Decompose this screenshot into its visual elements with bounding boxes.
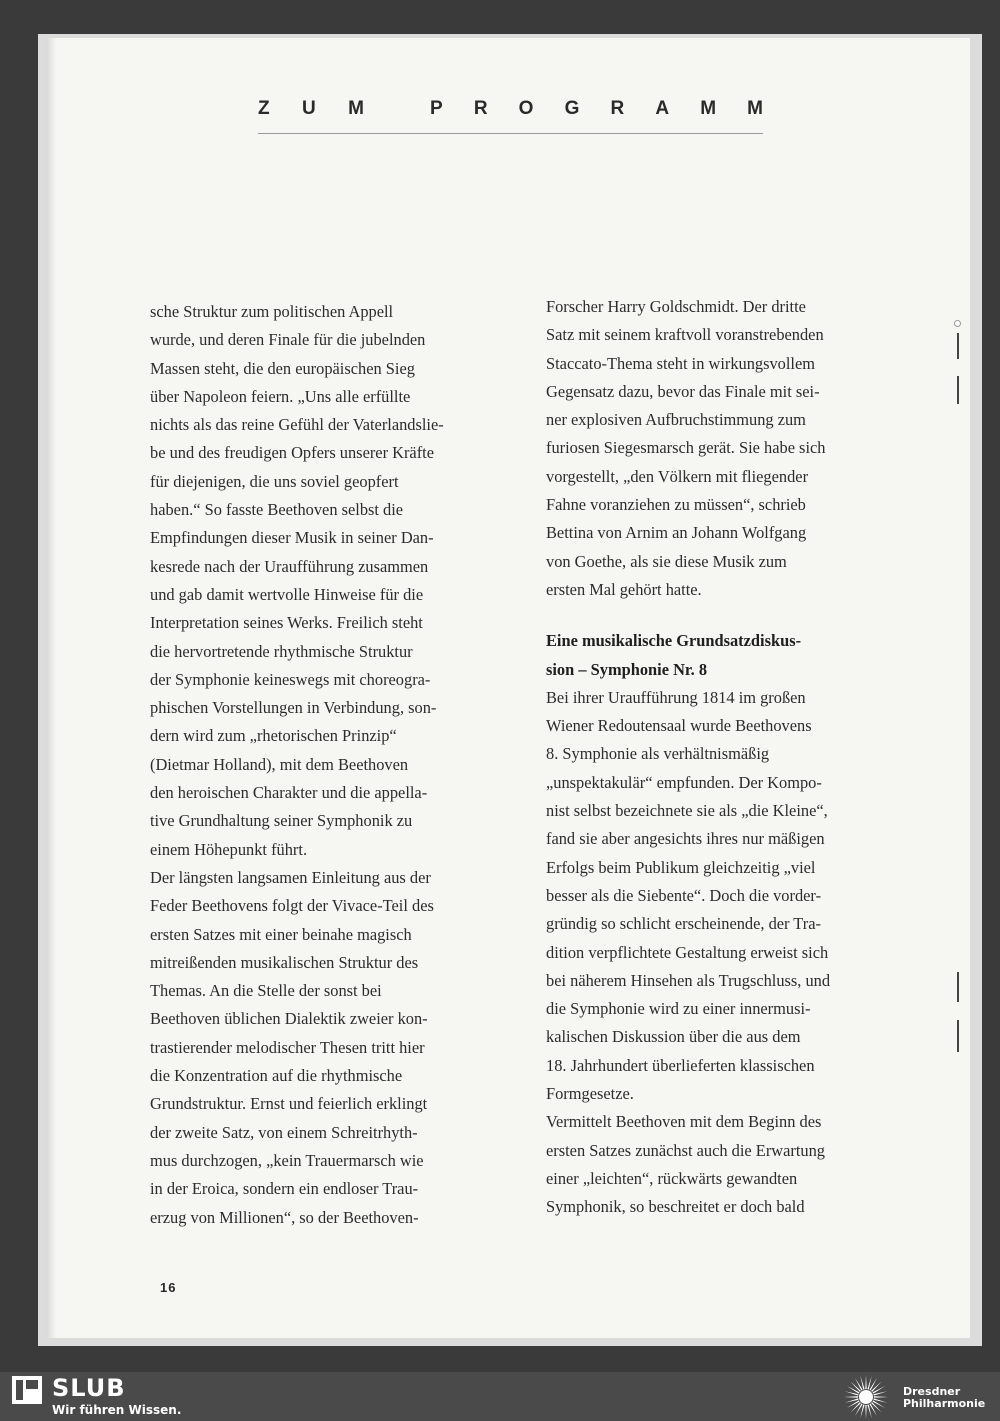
text-line: erzug von Millionen“, so der Beethoven- <box>150 1207 419 1227</box>
text-line: Grundstruktur. Ernst und feierlich erklingt <box>150 1094 428 1114</box>
header-letter: U <box>302 98 316 119</box>
header-letter: R <box>610 98 625 119</box>
text-line: Empfindungen dieser Musik in seiner Dan- <box>150 528 434 548</box>
footer-bar <box>0 1372 1000 1421</box>
text-line: ersten Satzes mit einer beinahe magisch <box>150 924 412 944</box>
page-gutter-shadow <box>46 38 56 1338</box>
header-letter: R <box>473 98 488 119</box>
text-line: Staccato-Thema steht in wirkungsvollem <box>546 353 816 373</box>
staple-mark <box>957 1020 959 1052</box>
text-line: Forscher Harry Goldschmidt. Der dritte <box>546 297 806 316</box>
library-tagline: Wir führen Wissen. <box>52 1403 182 1417</box>
header-letter: M <box>747 98 763 119</box>
text-line: der zweite Satz, von einem Schreitrhyth- <box>150 1122 418 1142</box>
text-line: Beethoven üblichen Dialektik zweier kon- <box>150 1009 428 1029</box>
text-line: der Symphonie keineswegs mit choreogra- <box>150 669 431 689</box>
library-name: SLUB <box>52 1374 126 1402</box>
text-line: trastierender melodischer Thesen tritt hier <box>150 1037 425 1057</box>
text-line: dern wird zum „rhetorischen Prinzip“ <box>150 726 397 746</box>
text-line: phischen Vorstellungen in Verbindung, son- <box>150 698 437 718</box>
text-line: vorgestellt, „den Völkern mit fliegender <box>546 466 809 486</box>
text-line: einer „leichten“, rückwärts gewandten <box>546 1168 798 1188</box>
text-line: Feder Beethovens folgt der Vivace-Teil des <box>150 896 434 916</box>
staple-mark <box>957 972 959 1002</box>
text-line: die Konzentration auf die rhythmische <box>150 1066 403 1086</box>
text-line: ersten Satzes zunächst auch die Erwartung <box>546 1140 825 1160</box>
text-line: gründig so schlicht erscheinende, der Tra- <box>546 914 821 934</box>
text-line: Erfolgs beim Publikum gleichzeitig „viel <box>546 857 816 877</box>
staple-hole <box>954 320 961 327</box>
text-line: sche Struktur zum politischen Appell <box>150 302 394 321</box>
text-line: nichts als das reine Gefühl der Vaterlandslie- <box>150 415 444 435</box>
sunburst-logo-icon <box>842 1374 890 1420</box>
text-line: 8. Symphonie als verhältnismäßig <box>546 744 770 764</box>
text-line: Gegensatz dazu, bevor das Finale mit sei- <box>546 381 820 401</box>
text-line: Themas. An die Stelle der sonst bei <box>150 981 382 1001</box>
text-line: Bettina von Arnim an Johann Wolfgang <box>546 523 807 543</box>
partner-name <box>903 1386 985 1410</box>
text-line: von Goethe, als sie diese Musik zum <box>546 551 787 571</box>
text-line: über Napoleon feiern. „Uns alle erfüllte <box>150 386 411 406</box>
text-line: Symphonik, so beschreitet er doch bald <box>546 1197 805 1217</box>
header-letter: P <box>430 98 443 119</box>
text-line: bei näherem Hinsehen als Trugschluss, und <box>546 970 831 990</box>
text-line: dition verpflichtete Gestaltung erweist sich <box>546 942 829 962</box>
text-line: furiosen Siegesmarsch gerät. Sie habe sich <box>546 438 826 458</box>
text-line: die Symphonie wird zu einer innermusi- <box>546 999 811 1019</box>
text-line: einem Höhepunkt führt. <box>150 839 308 859</box>
paragraph-gap <box>546 604 891 627</box>
left-column <box>150 298 495 1232</box>
text-line: tive Grundhaltung seiner Symphonik zu <box>150 811 413 831</box>
header-letter: M <box>700 98 717 119</box>
header-letter: O <box>518 98 534 119</box>
text-line: „unspektakulär“ empfunden. Der Kompo- <box>546 772 822 792</box>
text-line: Fahne voranziehen zu müssen“, schrieb <box>546 495 806 515</box>
text-line: besser als die Siebente“. Doch die vorder- <box>546 885 822 905</box>
slub-logo-icon <box>12 1376 42 1404</box>
text-line: für diejenigen, die uns soviel geopfert <box>150 471 399 491</box>
text-line: wurde, und deren Finale für die jubelnden <box>150 330 426 350</box>
header-letter: G <box>564 98 580 119</box>
header-letter: A <box>655 98 670 119</box>
text-line: in der Eroica, sondern ein endloser Trau- <box>150 1179 419 1199</box>
page-number: 16 <box>160 1280 177 1295</box>
text-line: Bei ihrer Uraufführung 1814 im großen <box>546 687 806 707</box>
text-line: den heroischen Charakter und die appella- <box>150 783 428 803</box>
text-line: Der längsten langsamen Einleitung aus der <box>150 867 431 887</box>
text-line: be und des freudigen Opfers unserer Kräfte <box>150 443 434 463</box>
header-letter: M <box>348 98 364 119</box>
text-line: Interpretation seines Werks. Freilich steht <box>150 613 423 633</box>
text-line: und gab damit wertvolle Hinweise für die <box>150 584 424 604</box>
right-column-top <box>546 293 891 604</box>
header-letter: Z <box>258 98 270 119</box>
header-word-programm <box>430 98 763 120</box>
subheading-line: sion – Symphonie Nr. 8 <box>546 659 708 679</box>
partner-name-line1: Dresdner <box>903 1385 961 1398</box>
section-subheading <box>546 627 891 684</box>
text-line: die hervortretende rhythmische Struktur <box>150 641 413 661</box>
text-line: ner explosiven Aufbruchstimmung zum <box>546 410 806 430</box>
text-line: kalischen Diskussion über die aus dem <box>546 1027 801 1047</box>
staple-mark <box>957 376 959 404</box>
text-line: mitreißenden musikalischen Struktur des <box>150 952 419 972</box>
right-column-bottom <box>546 684 891 1222</box>
text-line: haben.“ So fasste Beethoven selbst die <box>150 500 404 520</box>
text-line: kesrede nach der Uraufführung zusammen <box>150 556 429 576</box>
text-line: mus durchzogen, „kein Trauermarsch wie <box>150 1150 424 1170</box>
text-line: Satz mit seinem kraftvoll voranstrebenden <box>546 325 824 345</box>
text-line: Vermittelt Beethoven mit dem Beginn des <box>546 1112 822 1132</box>
subheading-line: Eine musikalische Grundsatzdiskus- <box>546 631 802 651</box>
text-line: nist selbst bezeichnete sie als „die Kleine“, <box>546 801 828 821</box>
text-line: Wiener Redoutensaal wurde Beethovens <box>546 716 812 736</box>
text-line: (Dietmar Holland), mit dem Beethoven <box>150 754 409 774</box>
header-word-zum <box>258 98 364 120</box>
staple-mark <box>957 333 959 359</box>
text-line: 18. Jahrhundert überlieferten klassischen <box>546 1055 815 1075</box>
header-rule <box>258 133 763 134</box>
text-line: Formgesetze. <box>546 1084 634 1104</box>
text-line: Massen steht, die den europäischen Sieg <box>150 358 415 378</box>
text-line: ersten Mal gehört hatte. <box>546 579 702 599</box>
text-line: fand sie aber angesichts ihres nur mäßigen <box>546 829 825 849</box>
partner-name-line2: Philharmonie <box>903 1397 986 1410</box>
right-column <box>546 293 891 1222</box>
